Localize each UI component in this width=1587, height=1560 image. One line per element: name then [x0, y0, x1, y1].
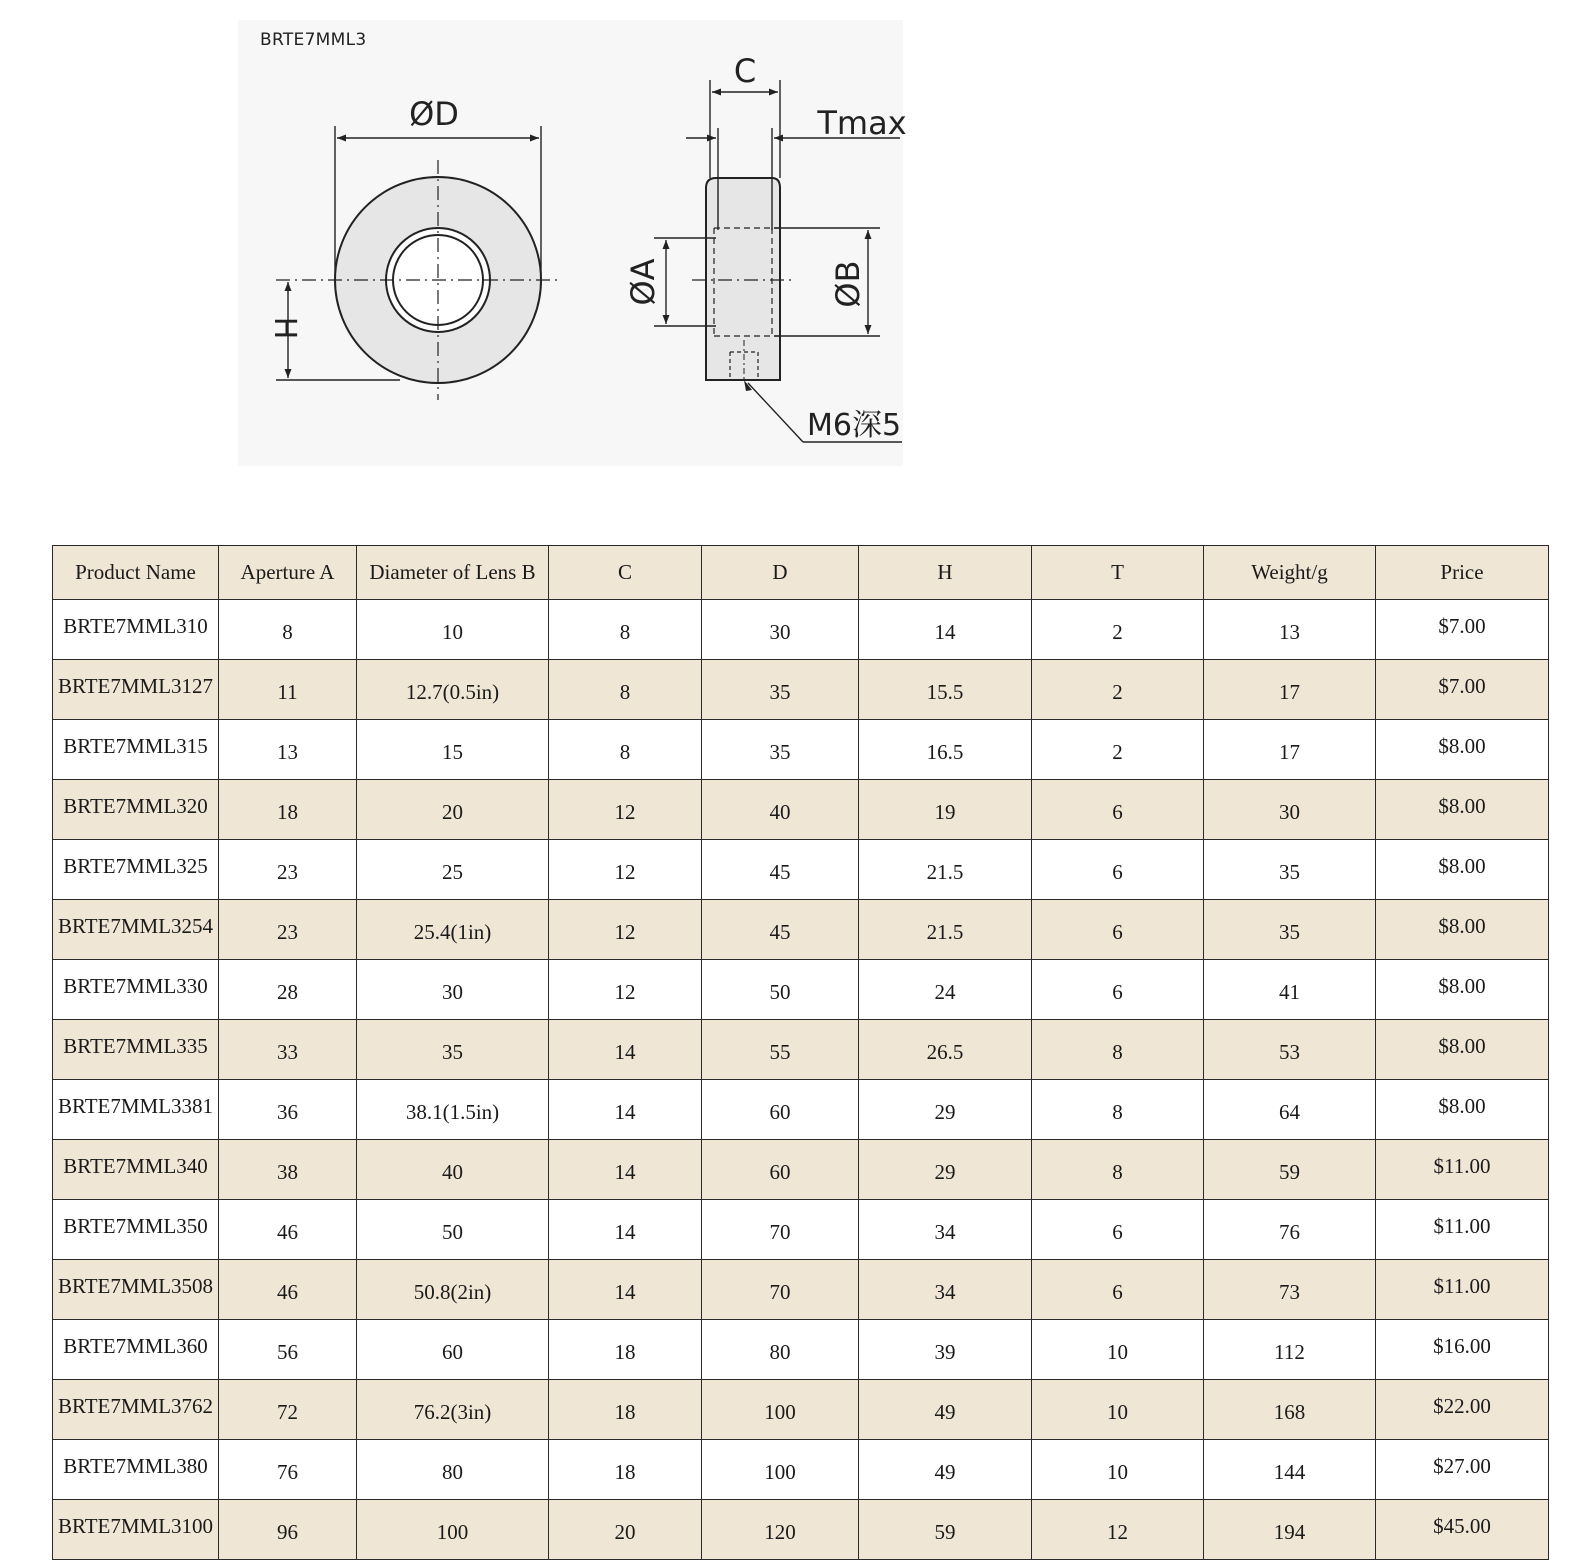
cell-c: 12	[549, 780, 702, 840]
cell-t: 6	[1032, 960, 1204, 1020]
cell-price: $8.00	[1376, 1020, 1549, 1080]
cell-product-name: BRTE7MML320	[53, 780, 219, 840]
cell-weight: 59	[1204, 1140, 1376, 1200]
cell-t: 6	[1032, 1260, 1204, 1320]
cell-weight: 17	[1204, 660, 1376, 720]
cell-aperture-a: 46	[219, 1260, 357, 1320]
cell-h: 26.5	[859, 1020, 1032, 1080]
table-row	[53, 1200, 1549, 1260]
cell-product-name: BRTE7MML335	[53, 1020, 219, 1080]
cell-price: $7.00	[1376, 600, 1549, 660]
cell-h: 49	[859, 1440, 1032, 1500]
cell-lens-diameter-b: 76.2(3in)	[357, 1380, 549, 1440]
thread-label: M6深5	[806, 408, 902, 443]
cell-price: $8.00	[1376, 900, 1549, 960]
model-code: BRTE7MML3	[260, 30, 367, 50]
table-row	[53, 900, 1549, 960]
tmax-label: Tmax	[817, 104, 907, 142]
cell-c: 8	[549, 660, 702, 720]
cell-h: 34	[859, 1200, 1032, 1260]
cell-weight: 35	[1204, 840, 1376, 900]
table-row	[53, 1020, 1549, 1080]
cell-h: 16.5	[859, 720, 1032, 780]
cell-aperture-a: 28	[219, 960, 357, 1020]
cell-lens-diameter-b: 25	[357, 840, 549, 900]
cell-lens-diameter-b: 80	[357, 1440, 549, 1500]
cell-h: 21.5	[859, 840, 1032, 900]
cell-aperture-a: 11	[219, 660, 357, 720]
header-price: Price	[1376, 546, 1549, 600]
header-product-name: Product Name	[53, 546, 219, 600]
cell-d: 60	[702, 1140, 859, 1200]
cell-weight: 144	[1204, 1440, 1376, 1500]
cell-h: 29	[859, 1140, 1032, 1200]
cell-aperture-a: 36	[219, 1080, 357, 1140]
cell-t: 6	[1032, 780, 1204, 840]
cell-weight: 168	[1204, 1380, 1376, 1440]
cell-aperture-a: 18	[219, 780, 357, 840]
cell-c: 18	[549, 1320, 702, 1380]
cell-price: $8.00	[1376, 840, 1549, 900]
cell-c: 14	[549, 1080, 702, 1140]
cell-price: $45.00	[1376, 1500, 1549, 1560]
cell-lens-diameter-b: 30	[357, 960, 549, 1020]
cell-d: 45	[702, 840, 859, 900]
cell-d: 55	[702, 1020, 859, 1080]
cell-t: 8	[1032, 1020, 1204, 1080]
cell-d: 30	[702, 600, 859, 660]
cell-product-name: BRTE7MML3508	[53, 1260, 219, 1320]
cell-aperture-a: 46	[219, 1200, 357, 1260]
front-view	[267, 95, 558, 400]
c-label: C	[733, 52, 757, 90]
cell-product-name: BRTE7MML310	[53, 600, 219, 660]
cell-c: 14	[549, 1020, 702, 1080]
cell-t: 12	[1032, 1500, 1204, 1560]
cell-weight: 76	[1204, 1200, 1376, 1260]
cell-product-name: BRTE7MML3762	[53, 1380, 219, 1440]
cell-t: 2	[1032, 600, 1204, 660]
table-row	[53, 960, 1549, 1020]
cell-c: 20	[549, 1500, 702, 1560]
cell-product-name: BRTE7MML340	[53, 1140, 219, 1200]
cell-h: 21.5	[859, 900, 1032, 960]
table-row	[53, 1500, 1549, 1560]
cell-product-name: BRTE7MML315	[53, 720, 219, 780]
cell-c: 8	[549, 720, 702, 780]
cell-lens-diameter-b: 25.4(1in)	[357, 900, 549, 960]
cell-d: 80	[702, 1320, 859, 1380]
cell-lens-diameter-b: 40	[357, 1140, 549, 1200]
cell-lens-diameter-b: 35	[357, 1020, 549, 1080]
cell-price: $8.00	[1376, 720, 1549, 780]
cell-t: 2	[1032, 660, 1204, 720]
cell-product-name: BRTE7MML3100	[53, 1500, 219, 1560]
cell-lens-diameter-b: 50.8(2in)	[357, 1260, 549, 1320]
cell-d: 35	[702, 660, 859, 720]
side-body-shape	[706, 178, 780, 380]
table-row	[53, 660, 1549, 720]
cell-weight: 17	[1204, 720, 1376, 780]
cell-h: 14	[859, 600, 1032, 660]
cell-d: 35	[702, 720, 859, 780]
cell-t: 8	[1032, 1080, 1204, 1140]
cell-product-name: BRTE7MML360	[53, 1320, 219, 1380]
table-row	[53, 780, 1549, 840]
cell-lens-diameter-b: 20	[357, 780, 549, 840]
table-row	[53, 600, 1549, 660]
technical-drawing	[0, 0, 1587, 480]
cell-price: $11.00	[1376, 1140, 1549, 1200]
h-label: H	[267, 316, 302, 340]
cell-h: 59	[859, 1500, 1032, 1560]
cell-product-name: BRTE7MML3254	[53, 900, 219, 960]
cell-t: 2	[1032, 720, 1204, 780]
cell-lens-diameter-b: 12.7(0.5in)	[357, 660, 549, 720]
header-lens-diameter-b: Diameter of Lens B	[357, 546, 549, 600]
cell-aperture-a: 13	[219, 720, 357, 780]
cell-d: 70	[702, 1200, 859, 1260]
cell-c: 12	[549, 900, 702, 960]
header-t: T	[1032, 546, 1204, 600]
cell-t: 8	[1032, 1140, 1204, 1200]
cell-aperture-a: 72	[219, 1380, 357, 1440]
cell-t: 10	[1032, 1380, 1204, 1440]
cell-price: $27.00	[1376, 1440, 1549, 1500]
cell-h: 49	[859, 1380, 1032, 1440]
table-row	[53, 1140, 1549, 1200]
cell-d: 100	[702, 1380, 859, 1440]
cell-lens-diameter-b: 10	[357, 600, 549, 660]
cell-product-name: BRTE7MML350	[53, 1200, 219, 1260]
cell-aperture-a: 38	[219, 1140, 357, 1200]
cell-weight: 30	[1204, 780, 1376, 840]
cell-c: 12	[549, 840, 702, 900]
cell-d: 70	[702, 1260, 859, 1320]
cell-c: 8	[549, 600, 702, 660]
spec-table	[52, 545, 1549, 1560]
cell-aperture-a: 23	[219, 900, 357, 960]
cell-d: 50	[702, 960, 859, 1020]
table-row	[53, 1440, 1549, 1500]
cell-t: 10	[1032, 1320, 1204, 1380]
cell-product-name: BRTE7MML330	[53, 960, 219, 1020]
cell-price: $11.00	[1376, 1260, 1549, 1320]
cell-product-name: BRTE7MML3381	[53, 1080, 219, 1140]
header-d: D	[702, 546, 859, 600]
cell-c: 14	[549, 1200, 702, 1260]
cell-lens-diameter-b: 60	[357, 1320, 549, 1380]
cell-c: 14	[549, 1140, 702, 1200]
cell-price: $8.00	[1376, 960, 1549, 1020]
cell-d: 40	[702, 780, 859, 840]
drawing-svg	[0, 0, 1587, 480]
cell-price: $7.00	[1376, 660, 1549, 720]
header-aperture-a: Aperture A	[219, 546, 357, 600]
cell-d: 45	[702, 900, 859, 960]
table-row	[53, 1080, 1549, 1140]
cell-aperture-a: 33	[219, 1020, 357, 1080]
cell-lens-diameter-b: 100	[357, 1500, 549, 1560]
cell-price: $8.00	[1376, 780, 1549, 840]
cell-d: 100	[702, 1440, 859, 1500]
cell-lens-diameter-b: 38.1(1.5in)	[357, 1080, 549, 1140]
cell-aperture-a: 23	[219, 840, 357, 900]
header-weight: Weight/g	[1204, 546, 1376, 600]
cell-weight: 35	[1204, 900, 1376, 960]
cell-weight: 13	[1204, 600, 1376, 660]
cell-d: 60	[702, 1080, 859, 1140]
table-row	[53, 1260, 1549, 1320]
cell-h: 24	[859, 960, 1032, 1020]
header-h: H	[859, 546, 1032, 600]
cell-c: 18	[549, 1380, 702, 1440]
cell-h: 29	[859, 1080, 1032, 1140]
header-row	[53, 546, 1549, 600]
cell-t: 6	[1032, 900, 1204, 960]
cell-product-name: BRTE7MML325	[53, 840, 219, 900]
table-row	[53, 840, 1549, 900]
cell-product-name: BRTE7MML3127	[53, 660, 219, 720]
cell-c: 14	[549, 1260, 702, 1320]
cell-weight: 73	[1204, 1260, 1376, 1320]
cell-price: $22.00	[1376, 1380, 1549, 1440]
table-row	[53, 720, 1549, 780]
thread-leader-line	[748, 383, 803, 442]
cell-weight: 112	[1204, 1320, 1376, 1380]
table-row	[53, 1380, 1549, 1440]
cell-weight: 41	[1204, 960, 1376, 1020]
cell-price: $8.00	[1376, 1080, 1549, 1140]
cell-h: 15.5	[859, 660, 1032, 720]
cell-t: 6	[1032, 1200, 1204, 1260]
cell-lens-diameter-b: 15	[357, 720, 549, 780]
cell-weight: 194	[1204, 1500, 1376, 1560]
cell-t: 6	[1032, 840, 1204, 900]
cell-weight: 64	[1204, 1080, 1376, 1140]
cell-product-name: BRTE7MML380	[53, 1440, 219, 1500]
cell-aperture-a: 8	[219, 600, 357, 660]
cell-lens-diameter-b: 50	[357, 1200, 549, 1260]
a-label: ØA	[624, 258, 662, 306]
cell-aperture-a: 76	[219, 1440, 357, 1500]
header-c: C	[549, 546, 702, 600]
cell-h: 39	[859, 1320, 1032, 1380]
cell-aperture-a: 96	[219, 1500, 357, 1560]
cell-price: $11.00	[1376, 1200, 1549, 1260]
cell-h: 34	[859, 1260, 1032, 1320]
cell-weight: 53	[1204, 1020, 1376, 1080]
b-label: ØB	[829, 260, 867, 308]
cell-h: 19	[859, 780, 1032, 840]
table-row	[53, 1320, 1549, 1380]
cell-aperture-a: 56	[219, 1320, 357, 1380]
cell-t: 10	[1032, 1440, 1204, 1500]
d-label: ØD	[409, 95, 459, 133]
cell-c: 18	[549, 1440, 702, 1500]
cell-price: $16.00	[1376, 1320, 1549, 1380]
side-view	[624, 52, 907, 443]
cell-d: 120	[702, 1500, 859, 1560]
cell-c: 12	[549, 960, 702, 1020]
